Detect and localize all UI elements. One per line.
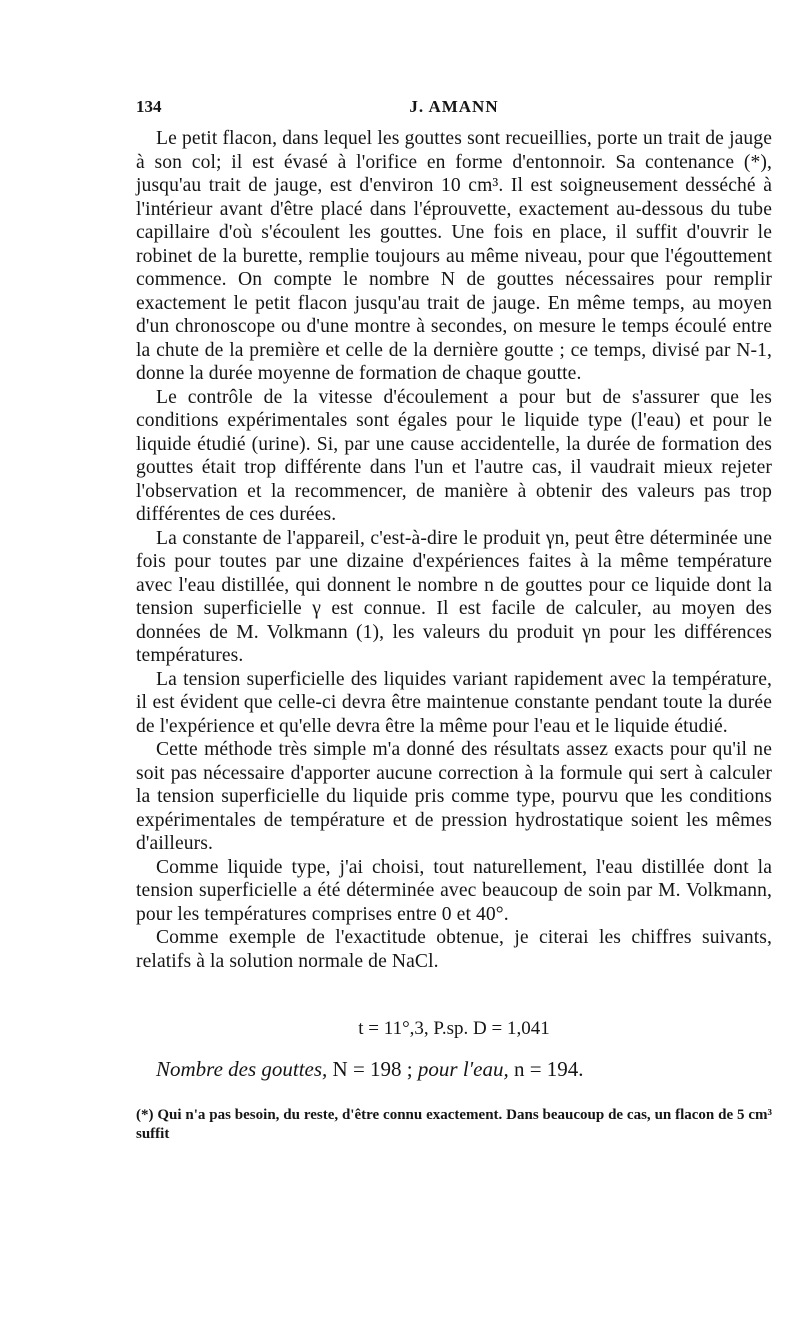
result-n: n = 194. (513, 1057, 584, 1081)
paragraph: Cette méthode très simple m'a donné des résultats assez exacts pour qu'il ne soit pas nécessaire d'apporter aucune correction à la formule qui sert à calculer la tension superficielle du liquide pris comme type, pourvu que les conditions expérimentales de température et de pression hydrostatique soient les mêmes d'ailleurs. (136, 739, 772, 854)
running-title: J. AMANN (409, 97, 499, 116)
result-N: N = 198 ; (332, 1057, 413, 1081)
paragraph: Le petit flacon, dans lequel les gouttes sont recueillies, porte un trait de jauge à son col; il est évasé à l'orifice en forme d'entonnoir. Sa contenance (*), jusqu'au trait de jauge, est d'environ 10 cm³. Il est soigneusement desséché à l'intérieur avant d'être placé dans l'éprouvette, exactement au-dessous du tube capillaire d'où s'écoulent les gouttes. Une fois en place, il suffit d'ouvrir le robinet de la burette, remplie toujours au même niveau, pour que l'égouttement commence. On compte le nombre N de gouttes nécessaires pour remplir exactement le petit flacon jusqu'au trait de jauge. En même temps, au moyen d'un chronoscope ou d'une montre à secondes, on mesure le temps écoulé entre la chute de la première et celle de la dernière goutte ; ce temps, divisé par N-1, donne la durée moyenne de formation de chaque goutte. (136, 128, 772, 384)
paragraph: Comme exemple de l'exactitude obtenue, je citerai les chiffres suivants, relatifs à la solution normale de NaCl. (136, 927, 772, 972)
formula-line: t = 11°,3, P.sp. D = 1,041 (358, 1018, 550, 1039)
paragraph: Comme liquide type, j'ai choisi, tout naturellement, l'eau distillée dont la tension superficielle a été déterminée avec beaucoup de soin par M. Volkmann, pour les températures comprises entre 0 et 40°. (136, 856, 772, 925)
page-number: 134 (136, 97, 162, 116)
footnote-line: (*) Qui n'a pas besoin, du reste, d'être connu exactement. Dans beaucoup de cas, (136, 1107, 651, 1123)
result-label: Nombre des gouttes, (156, 1057, 328, 1081)
result-water-label: pour l'eau, (417, 1057, 509, 1081)
result-line (156, 1055, 772, 1083)
paragraph: Le contrôle de la vitesse d'écoulement a pour but de s'assurer que les conditions expérimentales sont égales pour le liquide type (l'eau) et pour le liquide étudié (urine). Si, par une cause accidentelle, la durée de formation des gouttes était trop différente dans l'un et l'autre cas, il vaudrait mieux rejeter l'observation et la recommencer, de manière à obtenir des valeurs pas trop différentes de ces durées. (136, 386, 772, 525)
footnote-line: un flacon de 5 cm³ suffit (136, 1107, 773, 1142)
paragraph: La constante de l'appareil, c'est-à-dire le produit γn, peut être déterminée une fois pour toutes par une dizaine d'expériences faites à la même température avec l'eau distillée, qui donnent le nombre n de gouttes pour ce liquide dont la tension superficielle γ est connue. Il est facile de calculer, au moyen des données de M. Volkmann (1), les valeurs du produit γn pour les différences températures. (136, 527, 772, 666)
paragraph: La tension superficielle des liquides variant rapidement avec la température, il est évident que celle-ci devra être maintenue constante pendant toute la durée de l'expérience et qu'elle devra être la même pour l'eau et le liquide étudié. (136, 668, 772, 737)
body-text (136, 127, 772, 973)
footnote (136, 1106, 772, 1144)
page-header (136, 96, 772, 118)
